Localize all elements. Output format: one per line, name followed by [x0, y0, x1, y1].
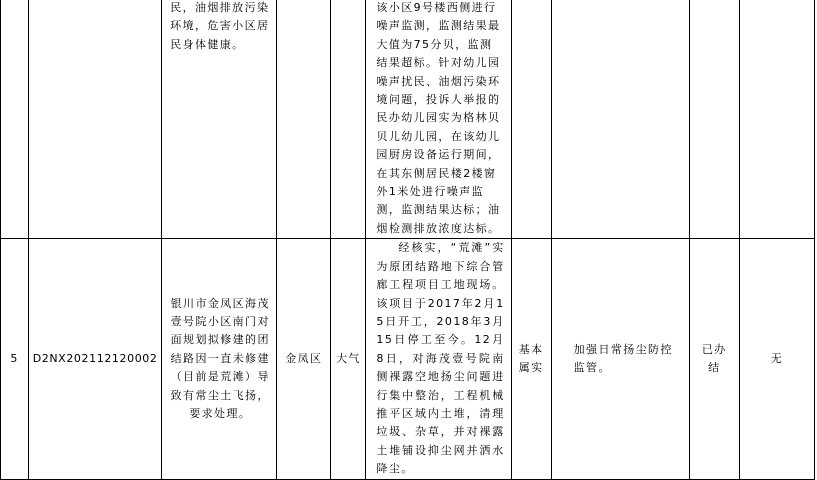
cell-accountability	[739, 0, 814, 239]
cell-category: 大气	[331, 239, 366, 479]
cell-no: 5	[1, 239, 29, 479]
cell-category	[331, 0, 366, 239]
cell-verdict	[511, 0, 551, 239]
cell-status: 已办结	[689, 239, 739, 479]
investigation-text: 经核实，“荒滩”实为原团结路地下综合管廊工程项目工地现场。该项目于2017年2月15日开工，2018年3月15日停工至今。12月8日，对海茂壹号院南侧裸露空地扬尘问题进行集中整治，工程机械推平区域内土堆，清理垃圾、杂草，并对裸露土堆铺设抑尘网并洒水降尘。	[376, 241, 505, 476]
table-row	[1, 239, 815, 479]
cell-complaint: 银川市金凤区海茂壹号院小区南门对面规划拟修建的团结路因一直未修建（目前是荒滩）导致有常尘土飞扬，要求处理。	[162, 239, 277, 479]
cell-complaint: 民，油烟排放污染环境，危害小区居民身体健康。	[162, 0, 277, 239]
cell-code	[29, 0, 162, 239]
cell-code: D2NX202112120002	[29, 239, 162, 479]
cell-no	[1, 0, 29, 239]
cell-accountability: 无	[739, 239, 814, 479]
cell-investigation	[366, 239, 511, 479]
cell-status	[689, 0, 739, 239]
cell-verdict: 基本属实	[511, 239, 551, 479]
cell-measures	[551, 0, 689, 239]
cell-investigation: 该小区9号楼西侧进行噪声监测，监测结果最大值为75分贝，监测结果超标。针对幼儿园噪声扰民、油烟污染环境问题，投诉人举报的民办幼儿园实为格林贝贝儿幼儿园，在该幼儿园厨房设备运行期间，在其东侧居民楼2楼窗外1米处进行噪声监测，监测结果达标；油烟检测排放浓度达标。	[366, 0, 511, 239]
table-row	[1, 0, 815, 239]
cell-district: 金凤区	[277, 239, 331, 479]
cell-district	[277, 0, 331, 239]
cell-measures: 加强日常扬尘防控监管。	[551, 239, 689, 479]
